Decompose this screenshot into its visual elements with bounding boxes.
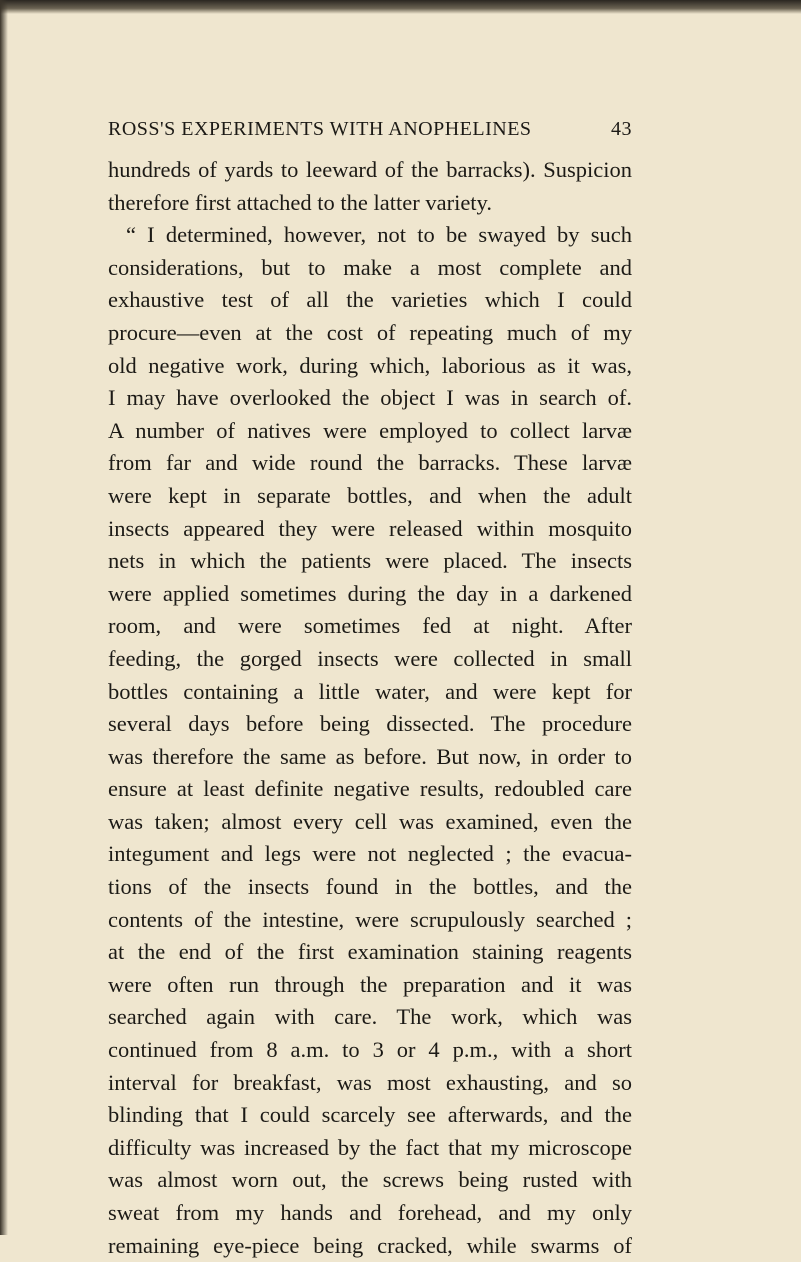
text-line: were kept in separate bottles, and when the adult [108,482,632,508]
body-text [108,154,632,1262]
text-line: feeding, the gorged insects were collected in small [108,645,632,671]
text-line: tions of the insects found in the bottles, and the [108,874,632,900]
text-line: nets in which the patients were placed. The insects [108,548,632,574]
text-line: was almost worn out, the screws being rusted with [108,1167,632,1193]
text-line: was therefore the same as before. But now, in order to [108,743,632,769]
text-line: room, and were sometimes fed at night. After [108,613,632,639]
text-line: insects appeared they were released within mosquito [108,515,632,541]
text-line: I may have overlooked the object I was in search of. [108,385,632,411]
text-line: therefore first attached to the latter variety. [108,189,492,215]
text-line: “ I determined, however, not to be swayed by such [126,222,632,248]
page-left-edge [0,0,8,1235]
page-number: 43 [611,118,632,140]
page-top-edge [0,0,801,14]
text-line: bottles containing a little water, and were kept for [108,678,632,704]
text-line: continued from 8 a.m. to 3 or 4 p.m., with a short [108,1037,632,1063]
text-line: considerations, but to make a most complete and [108,254,632,280]
text-line: was taken; almost every cell was examined, even the [108,808,632,834]
text-line: interval for breakfast, was most exhausting, and so [108,1069,632,1095]
text-line: old negative work, during which, laborious as it was, [108,352,632,378]
text-line: were often run through the preparation and it was [108,971,632,997]
text-line: procure—even at the cost of repeating much of my [108,319,632,345]
text-line: sweat from my hands and forehead, and my only [108,1200,632,1225]
text-line: from far and wide round the barracks. These larvæ [108,450,632,476]
text-line: ensure at least definite negative results, redoubled care [108,776,632,802]
text-line: were applied sometimes during the day in a darkened [108,580,632,606]
running-title: ROSS'S EXPERIMENTS WITH ANOPHELINES [108,118,532,140]
text-line: difficulty was increased by the fact that my microscope [108,1134,632,1160]
text-line: searched again with care. The work, which was [108,1004,632,1030]
text-line: blinding that I could scarcely see afterwards, and the [108,1102,632,1128]
text-line: integument and legs were not neglected ; the evacua- [108,841,632,867]
running-header [108,118,632,144]
text-line: contents of the intestine, were scrupulously searched ; [108,906,632,932]
text-line: remaining eye-piece being cracked, while swarms of [108,1232,632,1258]
text-line: at the end of the first examination staining reagents [108,939,632,965]
text-line: A number of natives were employed to collect larvæ [108,417,632,443]
text-line: several days before being dissected. The procedure [108,711,632,737]
text-line: hundreds of yards to leeward of the barracks). Suspicion [108,157,632,182]
text-line: exhaustive test of all the varieties which I could [108,287,632,313]
